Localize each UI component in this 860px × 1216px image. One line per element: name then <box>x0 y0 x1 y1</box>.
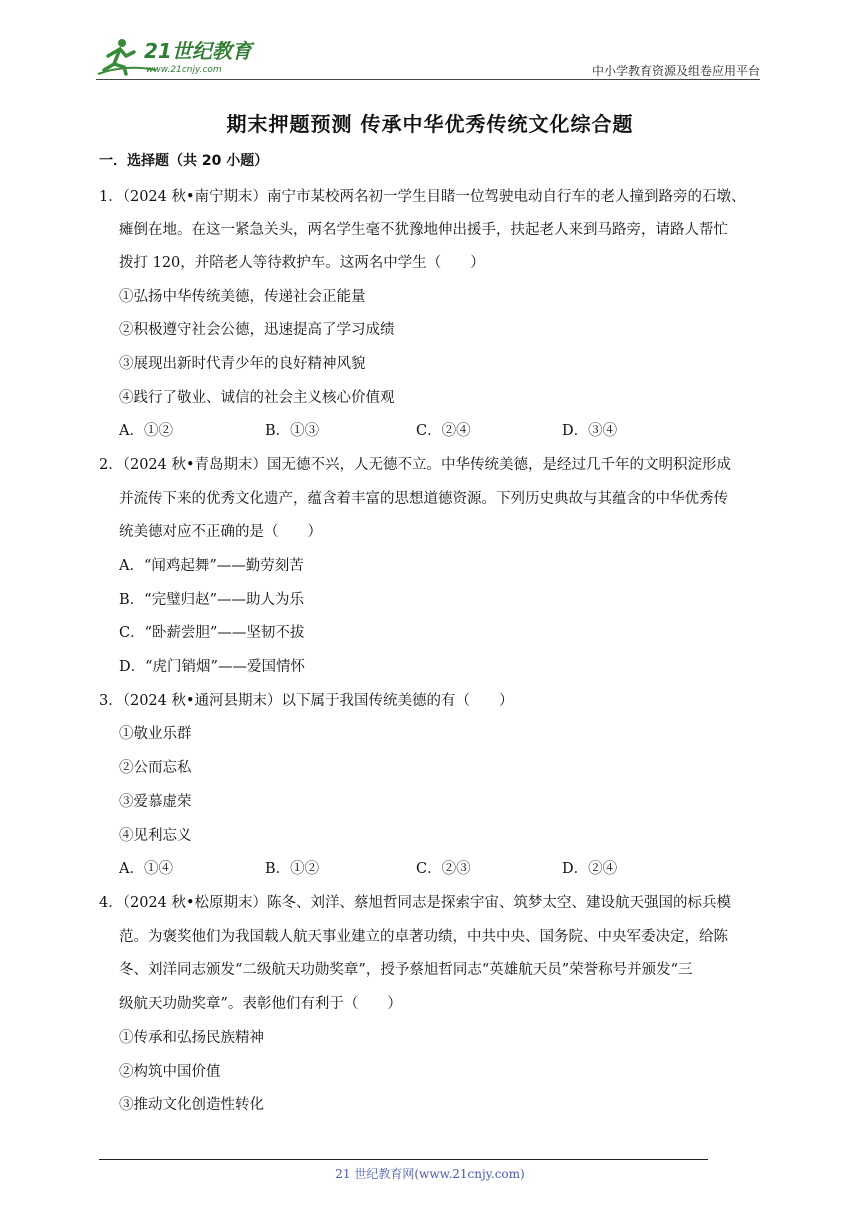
statement-item: ②构筑中国价值 <box>119 1064 221 1080</box>
question-text: 拨打 120，并陪老人等待救护车。这两名中学生（ ） <box>119 255 485 271</box>
choice-d[interactable]: D．②④ <box>562 861 618 877</box>
header-divider <box>96 79 760 80</box>
question-text: 并流传下来的优秀文化遗产，蕴含着丰富的思想道德资源。下列历史典故与其蕴含的中华优秀传 <box>119 491 728 507</box>
choice-c[interactable]: C．②④ <box>416 423 471 439</box>
statement-item: ②积极遵守社会公德，迅速提高了学习成绩 <box>119 322 395 338</box>
footer-divider <box>99 1159 708 1160</box>
statement-item: ④见利忘义 <box>119 828 192 844</box>
footer-text: 21 世纪教育网(www.21cnjy.com) <box>335 1167 525 1181</box>
logo-text: 21世纪教育 <box>144 39 252 63</box>
section-heading: 一．选择题（共 20 小题） <box>99 153 269 169</box>
statement-item: ①敬业乐群 <box>119 726 192 742</box>
logo <box>96 34 266 78</box>
statement-item: ①传承和弘扬民族精神 <box>119 1030 264 1046</box>
choice-b[interactable]: B．①③ <box>265 423 320 439</box>
question-text: 统美德对应不正确的是（ ） <box>119 524 322 540</box>
question-text: 瘫倒在地。在这一紧急关头，两名学生毫不犹豫地伸出援手，扶起老人来到马路旁，请路人帮忙 <box>119 222 728 238</box>
choice-a[interactable]: A．①④ <box>119 861 173 877</box>
question-text: 3．（2024 秋•通河县期末）以下属于我国传统美德的有（ ） <box>99 693 514 709</box>
choice-c[interactable]: C．“卧薪尝胆”——坚韧不拔 <box>119 625 305 641</box>
header-platform-text: 中小学教育资源及组卷应用平台 <box>591 64 760 78</box>
page-title: 期末押题预测 传承中华优秀传统文化综合题 <box>226 112 634 136</box>
choice-b[interactable]: B．①② <box>265 861 320 877</box>
statement-item: ④践行了敬业、诚信的社会主义核心价值观 <box>119 390 395 406</box>
statement-item: ③展现出新时代青少年的良好精神风貌 <box>119 356 366 372</box>
question-text: 冬、刘洋同志颁发“二级航天功勋奖章”，授予蔡旭哲同志“英雄航天员”荣誉称号并颁发“三 <box>119 962 693 978</box>
question-text: 级航天功勋奖章”。表彰他们有利于（ ） <box>119 996 402 1012</box>
choice-c[interactable]: C．②③ <box>416 861 471 877</box>
question-text: 范。为褒奖他们为我国载人航天事业建立的卓著功绩，中共中央、国务院、中央军委决定，给陈 <box>119 929 728 945</box>
choice-d[interactable]: D．③④ <box>562 423 618 439</box>
statement-item: ①弘扬中华传统美德，传递社会正能量 <box>119 289 366 305</box>
choice-d[interactable]: D．“虎门销烟”——爱国情怀 <box>119 659 305 675</box>
logo-subtext: www.21cnjy.com <box>146 65 222 75</box>
page-header <box>96 34 760 78</box>
choice-b[interactable]: B．“完璧归赵”——助人为乐 <box>119 592 304 608</box>
statement-item: ③爱慕虚荣 <box>119 794 192 810</box>
question-text: 2．（2024 秋•青岛期末）国无德不兴，人无德不立。中华传统美德，是经过几千年的文明积淀形成 <box>99 457 732 473</box>
question-text: 1．（2024 秋•南宁期末）南宁市某校两名初一学生目睹一位驾驶电动自行车的老人撞到路旁的石墩、 <box>99 189 746 205</box>
question-text: 4．（2024 秋•松原期末）陈冬、刘洋、蔡旭哲同志是探索宇宙、筑梦太空、建设航天强国的标兵模 <box>99 895 732 911</box>
statement-item: ②公而忘私 <box>119 760 192 776</box>
choice-a[interactable]: A．“闻鸡起舞”——勤劳刻苦 <box>119 558 304 574</box>
choice-a[interactable]: A．①② <box>119 423 173 439</box>
statement-item: ③推动文化创造性转化 <box>119 1097 264 1113</box>
